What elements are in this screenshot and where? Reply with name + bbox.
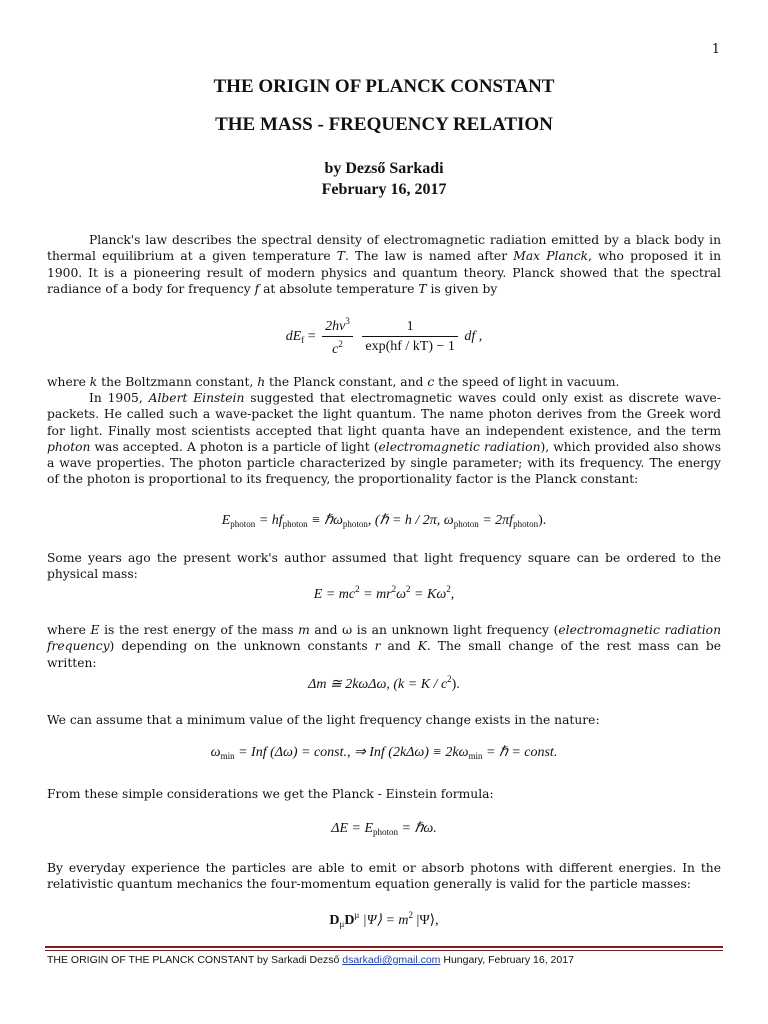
subtitle: THE MASS - FREQUENCY RELATION xyxy=(215,114,553,135)
equation-mass-energy: $E = mc^2 = mr^2\omega^2 = K\omega^2$, xyxy=(313,584,455,602)
paragraph-four-momentum: By everyday experience the particles are able to emit or absorb photons with different energies. In the relativistic quantum mechanics the four-momentum equation generally is valid for the particle masses: xyxy=(47,861,721,892)
equation-minimum-frequency: $\omega_{min}$ = Inf (Δω) = const., ⇒ Inf $(2k\Delta\omega) \equiv 2k\omega_{min}$ = ℏ = const. xyxy=(210,745,558,761)
equation-mass-change: Δm ≅ 2kωΔω, $(k = K / c^2)$. xyxy=(308,674,460,692)
paragraph-mass-frequency: Some years ago the present work's author assumed that light frequency square can be ordered to the physical mass: xyxy=(47,551,721,582)
equation-four-momentum: $D_\mu D^\mu$ |Ψ⟩ = $m^2$ |Ψ⟩, xyxy=(329,910,439,929)
paragraph-minimum-frequency: We can assume that a minimum value of the light frequency change exists in the nature: xyxy=(47,713,600,727)
equation-planck-law: $dE_f$ = $\frac{2h\nu^3}{c^2}$ $\frac{1}{\exp(hf / kT) - 1}$ df , xyxy=(285,316,483,357)
fraction: $\frac{2h\nu^3}{c^2}$ xyxy=(322,316,353,358)
fraction: $\frac{1}{\exp(hf / kT) - 1}$ xyxy=(362,319,458,355)
paragraph-constants: where k the Boltzmann constant, h the Planck constant, and c the speed of light in vacuum. xyxy=(47,375,620,389)
equation-photon-energy: $E_{photon} = hf_{photon}$ ≡ ℏω$_{photon}$, (ℏ = h / 2π, $\omega_{photon} = 2\pi f_{photon}$). xyxy=(221,513,547,529)
email-link[interactable]: dsarkadi@gmail.com xyxy=(342,954,441,966)
footer-rule-thin xyxy=(45,950,723,951)
page-number: 1 xyxy=(711,42,720,57)
equation-planck-einstein: $\Delta E = E_{photon}$ = ℏω. xyxy=(331,821,437,837)
date: February 16, 2017 xyxy=(321,181,447,198)
title: THE ORIGIN OF PLANCK CONSTANT xyxy=(213,76,555,97)
paragraph-planck-einstein: From these simple considerations we get the Planck - Einstein formula: xyxy=(47,787,494,801)
paragraph-photon: In 1905, Albert Einstein suggested that electromagnetic waves could only exist as discrete wave-packets. He called such a wave-packet the light quantum. The name photon derives from the Greek word for light. Finally most scientists accepted that light quanta have an independent existence, and the term photon was accepted. A photon is a particle of light (electromagnetic radiation), which provided also shows a wave properties. The photon particle characterized by single parameter; with its frequency. The energy of the photon is proportional to its frequency, the proportionality factor is the Planck constant: xyxy=(47,391,722,487)
author: by Dezső Sarkadi xyxy=(324,160,444,177)
byline xyxy=(0,158,768,200)
footer: THE ORIGIN OF THE PLANCK CONSTANT by Sarkadi Dezső dsarkadi@gmail.com Hungary, February 16, 2017 xyxy=(47,954,574,966)
paragraph-rest-energy: where E is the rest energy of the mass m and ω is an unknown light frequency (electromagnetic radiation frequency) depending on the unknown constants r and K. The small change of the rest mass can be written: xyxy=(47,623,721,670)
paragraph-planck-law: Planck's law describes the spectral density of electromagnetic radiation emitted by a black body in thermal equilibrium at a given temperature T. The law is named after Max Planck, who proposed it in 1900. It is a pioneering result of modern physics and quantum theory. Planck showed that the spectral radiance of a body for frequency f at absolute temperature T is given by xyxy=(47,233,722,296)
footer-rule xyxy=(45,946,723,948)
